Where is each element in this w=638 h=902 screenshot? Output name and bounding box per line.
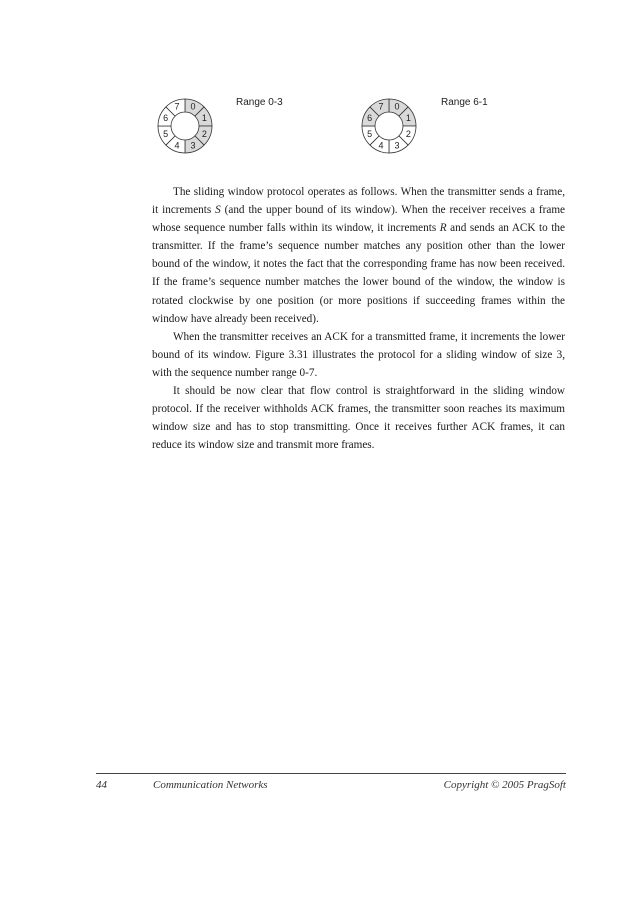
ring-diagrams (0, 0, 638, 170)
ring-segment-label: 3 (394, 140, 400, 151)
ring-segment-label: 5 (367, 129, 373, 140)
ring-segment-label: 6 (163, 112, 169, 123)
sliding-window-figure (0, 0, 638, 170)
ring-segment-label: 0 (394, 101, 400, 112)
ring-segment-label: 7 (378, 101, 384, 112)
ring-segment-label: 0 (190, 101, 196, 112)
ring-segment-label: 1 (201, 112, 207, 123)
footer-book-title: Communication Networks (153, 779, 268, 791)
body-text (152, 183, 565, 454)
ring-segment-label: 4 (174, 140, 180, 151)
variable-s: S (215, 204, 221, 217)
ring-segment-label: 2 (201, 129, 207, 140)
sequence-ring-right (362, 99, 416, 153)
page-number: 44 (96, 779, 107, 791)
sequence-ring-left (158, 99, 212, 153)
paragraph-2: When the transmitter receives an ACK for a transmitted frame, it increments the lower bound of its window. Figure 3.31 illustrates the protocol for a sliding window of size 3, with the sequence number range 0-7. (152, 330, 565, 379)
paragraph-3: It should be now clear that flow control is straightforward in the sliding window protocol. If the receiver withholds ACK frames, the transmitter soon reaches its maximum window size and has to stop transmitting. Once it receives further ACK frames, it can reduce its window size and transmit more frames. (152, 385, 565, 452)
ring-segment-label: 3 (190, 140, 196, 151)
ring-segment-label: 2 (405, 129, 411, 140)
ring-segment-label: 6 (367, 112, 373, 123)
paragraph-1: The sliding window protocol operates as follows. When the transmitter sends a frame, it increments S (and the upper bound of its window). When the receiver receives a frame whose sequence number falls within its window, it increments R and sends an ACK to the transmitter. If the frame’s sequence number matches any position other than the lower bound of the window, it notes the fact that the corresponding frame has now been received. If the frame’s sequence number matches the lower bound of the window, the window is rotated clockwise by one position (or more positions if succeeding frames within the window have already been received). (152, 186, 565, 325)
footer-divider (96, 773, 566, 774)
ring-segment-label: 5 (163, 129, 169, 140)
range-label-right: Range 6-1 (441, 97, 488, 108)
variable-r: R (439, 222, 447, 235)
range-label-left: Range 0-3 (236, 97, 283, 108)
footer-copyright: Copyright © 2005 PragSoft (443, 779, 566, 791)
ring-segment-label: 1 (405, 112, 411, 123)
ring-segment-label: 7 (174, 101, 180, 112)
ring-segment-label: 4 (378, 140, 384, 151)
